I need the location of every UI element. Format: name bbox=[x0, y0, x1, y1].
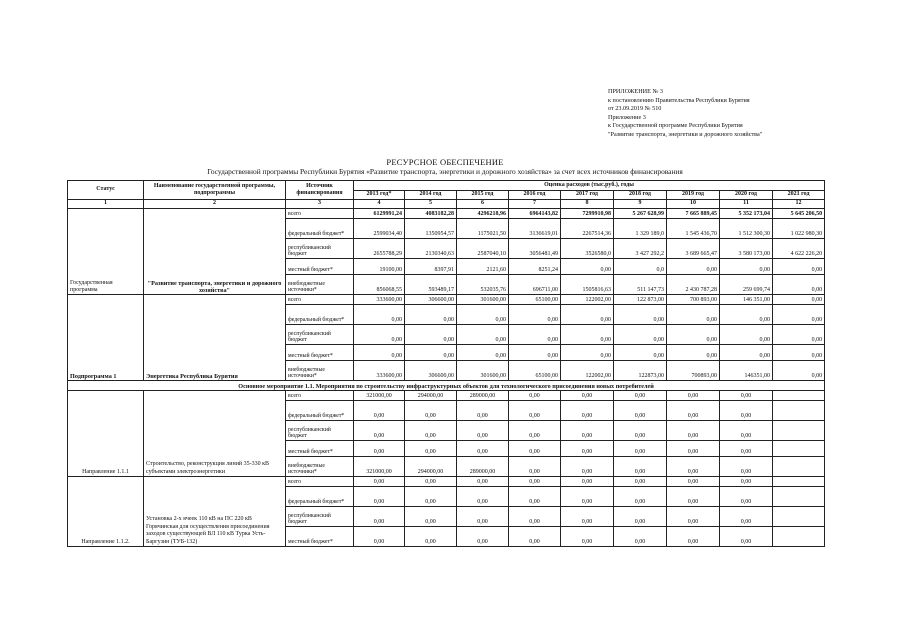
row-name: Энергетика Республика Бурятия bbox=[144, 295, 286, 381]
amount-cell: 0,00 bbox=[614, 507, 667, 527]
amount-cell: 333600,00 bbox=[354, 295, 405, 305]
year-header: 2016 год bbox=[509, 191, 561, 200]
amount-cell: 0,00 bbox=[614, 527, 667, 547]
funding-source: федеральный бюджет* bbox=[286, 219, 354, 239]
amount-cell: 696711,00 bbox=[509, 275, 561, 295]
amount-cell: 0,00 bbox=[457, 325, 509, 345]
funding-source: федеральный бюджет* bbox=[286, 305, 354, 325]
amount-cell: 0,00 bbox=[614, 441, 667, 457]
amount-cell: 3056481,49 bbox=[509, 239, 561, 259]
amount-cell: 0,00 bbox=[405, 421, 457, 441]
approval-header bbox=[608, 88, 898, 140]
amount-cell: 3136619,01 bbox=[509, 219, 561, 239]
amount-cell: 0,00 bbox=[457, 421, 509, 441]
amount-cell: 122 873,00 bbox=[614, 295, 667, 305]
amount-cell: 0,00 bbox=[457, 527, 509, 547]
amount-cell: 0,00 bbox=[667, 305, 720, 325]
amount-cell: 122002,00 bbox=[561, 361, 614, 381]
amount-cell: 333600,00 bbox=[354, 361, 405, 381]
amount-cell: 0,00 bbox=[561, 421, 614, 441]
amount-cell: 1175021,50 bbox=[457, 219, 509, 239]
row-status: Направление 1.1.2. bbox=[68, 477, 144, 547]
amount-cell: 0,00 bbox=[509, 477, 561, 487]
amount-cell: 1 329 189,0 bbox=[614, 219, 667, 239]
amount-cell: 0,00 bbox=[405, 325, 457, 345]
amount-cell: 1350954,57 bbox=[405, 219, 457, 239]
col-index: 9 bbox=[614, 200, 667, 209]
amount-cell: 0,00 bbox=[561, 305, 614, 325]
amount-cell: 0,00 bbox=[561, 325, 614, 345]
amount-cell: 0,00 bbox=[667, 325, 720, 345]
amount-cell: 0,00 bbox=[509, 487, 561, 507]
funding-source: республиканский бюджет bbox=[286, 421, 354, 441]
col-index: 7 bbox=[509, 200, 561, 209]
amount-cell: 0,00 bbox=[720, 391, 773, 401]
amount-cell: 3 580 173,00 bbox=[720, 239, 773, 259]
amount-cell: 0,00 bbox=[509, 421, 561, 441]
row-status: Подпрограмма 1 bbox=[68, 295, 144, 381]
amount-cell: 1 512 300,30 bbox=[720, 219, 773, 239]
amount-cell: 0,00 bbox=[561, 457, 614, 477]
amount-cell: 321000,00 bbox=[354, 391, 405, 401]
amount-cell: 0,00 bbox=[354, 527, 405, 547]
funding-source: федеральный бюджет* bbox=[286, 487, 354, 507]
funding-source: местный бюджет* bbox=[286, 527, 354, 547]
amount-cell: 0,00 bbox=[720, 441, 773, 457]
amount-cell: 0,00 bbox=[509, 457, 561, 477]
year-header: 2021 год bbox=[773, 191, 825, 200]
amount-cell: 122002,00 bbox=[561, 295, 614, 305]
funding-source: местный бюджет* bbox=[286, 345, 354, 361]
amount-cell: 0,00 bbox=[720, 487, 773, 507]
amount-cell: 0,00 bbox=[509, 305, 561, 325]
col-index: 3 bbox=[286, 200, 354, 209]
event-row bbox=[68, 381, 825, 391]
funding-source: федеральный бюджет* bbox=[286, 401, 354, 421]
amount-cell: 301600,00 bbox=[457, 295, 509, 305]
amount-cell: 0,00 bbox=[354, 305, 405, 325]
amount-cell: 301600,00 bbox=[457, 361, 509, 381]
amount-cell: 1 022 980,30 bbox=[773, 219, 825, 239]
amount-cell: 0,00 bbox=[614, 345, 667, 361]
amount-cell: 0,0 bbox=[614, 259, 667, 275]
amount-cell: 0,00 bbox=[667, 401, 720, 421]
amount-cell: 0,00 bbox=[354, 421, 405, 441]
funding-source: местный бюджет* bbox=[286, 259, 354, 275]
amount-cell: 0,00 bbox=[457, 507, 509, 527]
year-header: 2018 год bbox=[614, 191, 667, 200]
header-line: Приложение 3 bbox=[608, 113, 646, 121]
amount-cell: 122873,00 bbox=[614, 361, 667, 381]
resource-table bbox=[67, 180, 825, 547]
amount-cell: 3 689 665,47 bbox=[667, 239, 720, 259]
amount-cell: 0,00 bbox=[509, 345, 561, 361]
col-index: 5 bbox=[405, 200, 457, 209]
amount-cell: 0,00 bbox=[720, 527, 773, 547]
amount-cell: 0,00 bbox=[457, 345, 509, 361]
amount-cell: 0,00 bbox=[667, 487, 720, 507]
amount-cell: 2587040,10 bbox=[457, 239, 509, 259]
amount-cell: 0,00 bbox=[667, 391, 720, 401]
amount-cell: 0,00 bbox=[561, 477, 614, 487]
amount-cell: 0,00 bbox=[354, 401, 405, 421]
amount-cell: 1 545 436,70 bbox=[667, 219, 720, 239]
amount-cell: 2599034,40 bbox=[354, 219, 405, 239]
row-name: Строительство, реконструкция линий 35-330 кВ субъектами электроэнергетики bbox=[144, 391, 286, 477]
event-title: Основное мероприятие 1.1. Мероприятия по строительству инфраструктурных объектов для технологического присоединения новых потребителей bbox=[68, 381, 825, 391]
amount-cell: 0,00 bbox=[667, 527, 720, 547]
amount-cell: 2267514,36 bbox=[561, 219, 614, 239]
amount-cell: 0,00 bbox=[773, 305, 825, 325]
amount-cell: 0,00 bbox=[354, 477, 405, 487]
row-status: Направление 1.1.1 bbox=[68, 391, 144, 477]
amount-cell: 0,00 bbox=[773, 361, 825, 381]
col-source-header: Источник финансирования bbox=[286, 181, 354, 200]
amount-cell: 2130340,63 bbox=[405, 239, 457, 259]
funding-source: всего bbox=[286, 391, 354, 401]
amount-cell bbox=[773, 421, 825, 441]
col-index: 1 bbox=[68, 200, 144, 209]
amount-cell: 0,00 bbox=[773, 345, 825, 361]
amount-cell: 0,00 bbox=[720, 401, 773, 421]
col-index: 10 bbox=[667, 200, 720, 209]
col-index: 4 bbox=[354, 200, 405, 209]
amount-cell: 0,00 bbox=[561, 401, 614, 421]
amount-cell: 700 893,00 bbox=[667, 295, 720, 305]
amount-cell: 0,00 bbox=[509, 507, 561, 527]
amount-cell: 0,00 bbox=[720, 345, 773, 361]
amount-cell: 19100,00 bbox=[354, 259, 405, 275]
amount-cell: 6964143,82 bbox=[509, 209, 561, 219]
row-status: Государственная программа bbox=[68, 209, 144, 295]
funding-source: местный бюджет* bbox=[286, 441, 354, 457]
funding-source: внебюджетные источники* bbox=[286, 275, 354, 295]
col-name-header: Наименование государственной программы, подпрограммы bbox=[144, 181, 286, 200]
amount-cell: 0,00 bbox=[561, 507, 614, 527]
amount-cell: 0,00 bbox=[720, 259, 773, 275]
table-body bbox=[68, 209, 825, 547]
amount-cell: 4 622 226,20 bbox=[773, 239, 825, 259]
amount-cell: 146 351,00 bbox=[720, 295, 773, 305]
amount-cell: 0,00 bbox=[614, 325, 667, 345]
amount-cell: 4296218,96 bbox=[457, 209, 509, 219]
table-row bbox=[68, 209, 825, 219]
amount-cell: 0,00 bbox=[405, 487, 457, 507]
amount-cell: 0,00 bbox=[614, 391, 667, 401]
amount-cell: 0,00 bbox=[773, 275, 825, 295]
amount-cell: 0,00 bbox=[667, 421, 720, 441]
funding-source: внебюджетные источники* bbox=[286, 457, 354, 477]
amount-cell: 0,00 bbox=[354, 487, 405, 507]
funding-source: республиканский бюджет bbox=[286, 325, 354, 345]
amount-cell bbox=[773, 391, 825, 401]
col-index: 12 bbox=[773, 200, 825, 209]
amount-cell: 856068,55 bbox=[354, 275, 405, 295]
amount-cell: 532035,76 bbox=[457, 275, 509, 295]
header-line: "Развитие транспорта, энергетики и дорожного хозяйства" bbox=[608, 130, 763, 138]
amount-cell: 0,00 bbox=[457, 401, 509, 421]
amount-cell: 0,00 bbox=[773, 295, 825, 305]
header-line: к Государственной программе Республики Бурятия bbox=[608, 122, 743, 130]
amount-cell: 2 430 787,28 bbox=[667, 275, 720, 295]
amount-cell: 0,00 bbox=[720, 507, 773, 527]
amount-cell: 0,00 bbox=[561, 259, 614, 275]
amount-cell: 65100,00 bbox=[509, 361, 561, 381]
col-index: 6 bbox=[457, 200, 509, 209]
amount-cell: 0,00 bbox=[509, 441, 561, 457]
amount-cell: 0,00 bbox=[773, 325, 825, 345]
amount-cell: 65100,00 bbox=[509, 295, 561, 305]
amount-cell: 306600,00 bbox=[405, 295, 457, 305]
amount-cell: 0,00 bbox=[405, 507, 457, 527]
table-row bbox=[68, 391, 825, 401]
amount-cell: 7 665 889,45 bbox=[667, 209, 720, 219]
amount-cell: 0,00 bbox=[773, 259, 825, 275]
amount-cell: 0,00 bbox=[354, 345, 405, 361]
amount-cell: 0,00 bbox=[561, 391, 614, 401]
amount-cell: 0,00 bbox=[405, 305, 457, 325]
amount-cell: 2121,60 bbox=[457, 259, 509, 275]
table-row bbox=[68, 295, 825, 305]
amount-cell: 0,00 bbox=[720, 421, 773, 441]
amount-cell: 4083182,28 bbox=[405, 209, 457, 219]
amount-cell: 0,00 bbox=[354, 325, 405, 345]
amount-cell: 0,00 bbox=[667, 345, 720, 361]
year-header: 2017 год bbox=[561, 191, 614, 200]
funding-source: всего bbox=[286, 295, 354, 305]
amount-cell: 3526580,0 bbox=[561, 239, 614, 259]
amount-cell: 259 699,74 bbox=[720, 275, 773, 295]
col-index: 8 bbox=[561, 200, 614, 209]
amount-cell: 0,00 bbox=[457, 305, 509, 325]
funding-source: республиканский бюджет bbox=[286, 239, 354, 259]
amount-cell: 1505816,63 bbox=[561, 275, 614, 295]
col-index: 11 bbox=[720, 200, 773, 209]
amount-cell: 0,00 bbox=[667, 477, 720, 487]
amount-cell: 306600,00 bbox=[405, 361, 457, 381]
amount-cell: 0,00 bbox=[457, 487, 509, 507]
amount-cell: 0,00 bbox=[405, 527, 457, 547]
amount-cell: 0,00 bbox=[405, 401, 457, 421]
amount-cell bbox=[773, 487, 825, 507]
document-title: РЕСУРСНОЕ ОБЕСПЕЧЕНИЕ bbox=[386, 157, 504, 167]
amount-cell: 6129991,24 bbox=[354, 209, 405, 219]
amount-cell: 289000,00 bbox=[457, 391, 509, 401]
amount-cell: 321000,00 bbox=[354, 457, 405, 477]
amount-cell: 0,00 bbox=[667, 259, 720, 275]
amount-cell: 700893,00 bbox=[667, 361, 720, 381]
year-header: 2020 год bbox=[720, 191, 773, 200]
header-line: ПРИЛОЖЕНИЕ № 3 bbox=[608, 88, 664, 95]
amount-cell: 0,00 bbox=[509, 391, 561, 401]
amount-cell bbox=[773, 401, 825, 421]
amount-cell bbox=[773, 507, 825, 527]
amount-cell: 0,00 bbox=[614, 421, 667, 441]
amount-cell: 5 267 628,99 bbox=[614, 209, 667, 219]
col-status-header: Статус bbox=[68, 181, 144, 200]
amount-cell: 0,00 bbox=[509, 527, 561, 547]
amount-cell: 0,00 bbox=[614, 487, 667, 507]
row-name: Установка 2-х ячеек 110 кВ на ПС 220 кВ Горячинская для осуществления присоединения заходов существующей ВЛ 110 кВ Турка Усть-Баргузин (ТУБ-132) bbox=[144, 477, 286, 547]
amount-cell: 0,00 bbox=[457, 477, 509, 487]
amount-cell: 0,00 bbox=[561, 441, 614, 457]
amount-cell: 0,00 bbox=[720, 457, 773, 477]
amount-cell: 3 427 292,2 bbox=[614, 239, 667, 259]
amount-cell bbox=[773, 441, 825, 457]
amount-cell bbox=[773, 457, 825, 477]
amount-cell: 0,00 bbox=[354, 441, 405, 457]
amount-cell: 0,00 bbox=[509, 325, 561, 345]
amount-cell: 0,00 bbox=[667, 457, 720, 477]
amount-cell: 5 352 173,04 bbox=[720, 209, 773, 219]
funding-source: республиканский бюджет bbox=[286, 507, 354, 527]
amount-cell: 0,00 bbox=[561, 345, 614, 361]
header-line: от 23.09.2019 № 510 bbox=[608, 105, 662, 113]
header-line: к постановлению Правительства Республики Бурятия bbox=[608, 96, 750, 104]
row-name: "Развитие транспорта, энергетики и дорожного хозяйства" bbox=[144, 209, 286, 295]
funding-source: внебюджетные источники* bbox=[286, 361, 354, 381]
amount-cell: 294000,00 bbox=[405, 391, 457, 401]
amount-cell: 0,00 bbox=[614, 305, 667, 325]
amount-cell: 294000,00 bbox=[405, 457, 457, 477]
amount-cell bbox=[773, 527, 825, 547]
amount-cell: 0,00 bbox=[614, 477, 667, 487]
amount-cell: 0,00 bbox=[561, 487, 614, 507]
amount-cell bbox=[773, 477, 825, 487]
amount-cell: 8251,24 bbox=[509, 259, 561, 275]
amount-cell: 0,00 bbox=[509, 401, 561, 421]
year-header: 2015 год bbox=[457, 191, 509, 200]
document-subtitle: Государственной программы Республики Бурятия «Развитие транспорта, энергетики и дорожного хозяйства» за счет всех источников финансирования bbox=[207, 167, 683, 176]
year-header: 2019 год bbox=[667, 191, 720, 200]
amount-cell: 146351,00 bbox=[720, 361, 773, 381]
amount-cell: 0,00 bbox=[354, 507, 405, 527]
amount-cell: 0,00 bbox=[720, 325, 773, 345]
amount-cell: 0,00 bbox=[405, 345, 457, 361]
amount-cell: 0,00 bbox=[667, 507, 720, 527]
col-estimate-header: Оценка расходов (тыс.руб.), годы bbox=[354, 181, 825, 191]
year-header: 2014 год bbox=[405, 191, 457, 200]
amount-cell: 289000,00 bbox=[457, 457, 509, 477]
amount-cell: 0,00 bbox=[614, 457, 667, 477]
table-row bbox=[68, 477, 825, 487]
amount-cell: 593489,17 bbox=[405, 275, 457, 295]
funding-source: всего bbox=[286, 477, 354, 487]
amount-cell: 0,00 bbox=[720, 477, 773, 487]
amount-cell: 2655788,29 bbox=[354, 239, 405, 259]
amount-cell: 0,00 bbox=[561, 527, 614, 547]
amount-cell: 511 147,73 bbox=[614, 275, 667, 295]
amount-cell: 8397,91 bbox=[405, 259, 457, 275]
amount-cell: 0,00 bbox=[405, 441, 457, 457]
amount-cell: 0,00 bbox=[405, 477, 457, 487]
amount-cell: 7299910,98 bbox=[561, 209, 614, 219]
year-header: 2013 год* bbox=[354, 191, 405, 200]
col-index: 2 bbox=[144, 200, 286, 209]
index-row bbox=[68, 200, 825, 209]
amount-cell: 0,00 bbox=[614, 401, 667, 421]
amount-cell: 5 645 206,50 bbox=[773, 209, 825, 219]
amount-cell: 0,00 bbox=[457, 441, 509, 457]
amount-cell: 0,00 bbox=[720, 305, 773, 325]
amount-cell: 0,00 bbox=[667, 441, 720, 457]
funding-source: всего bbox=[286, 209, 354, 219]
